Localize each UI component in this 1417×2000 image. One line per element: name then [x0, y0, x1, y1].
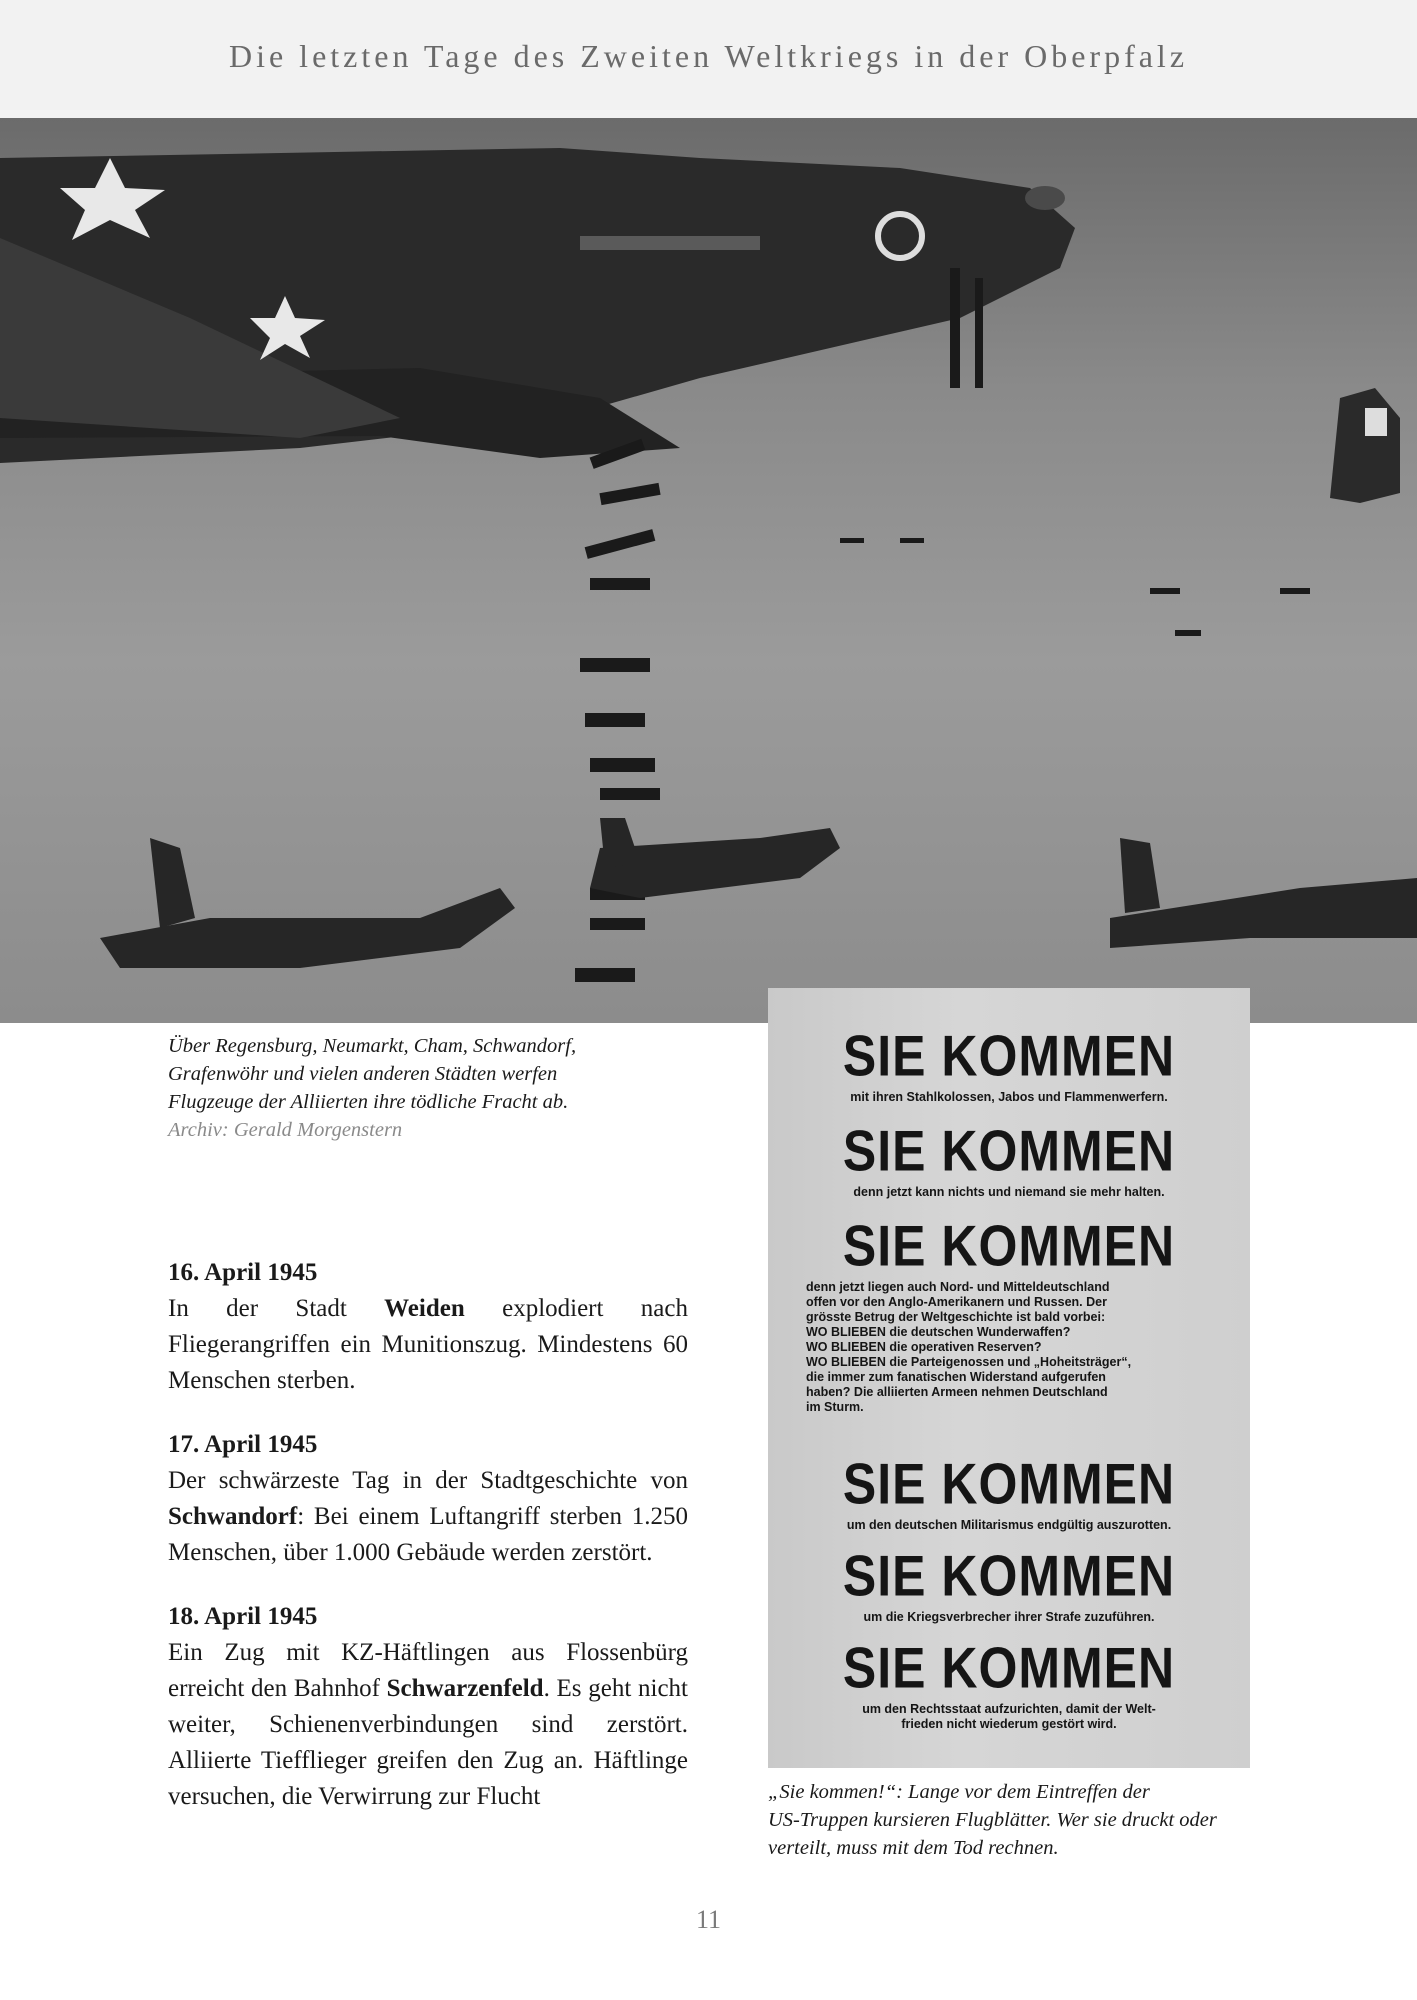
leaflet-paragraph: denn jetzt liegen auch Nord- und Mitteldeutschland offen vor den Anglo-Amerikanern und Russen. Der grösste Betrug der Weltgeschichte ist bald vorbei: WO BLIEBEN die deutschen Wunderwaffen? WO BLIEBEN die operativen Reserven? WO BLIEBEN die Parteigenossen und „Hoheitsträger“, die immer zum fanatischen Widerstand aufgerufen haben? Die alliierten Armeen nehmen Deutschland im Sturm. [806, 1280, 1132, 1414]
leaflet-section-2 [768, 1118, 1250, 1200]
photo-caption [168, 1032, 628, 1144]
entry-text: In der Stadt Weiden explodiert nach Fliegerangriffen ein Munitionszug. Mindestens 60 Menschen sterben. [168, 1295, 688, 1394]
bomber-aircraft-photo-icon [0, 118, 1417, 1023]
running-title: Die letzten Tage des Zweiten Weltkriegs in der Oberpfalz [228, 38, 1189, 74]
caption-line: Flugzeuge der Alliierten ihre tödliche Fracht ab. [168, 1091, 569, 1113]
leaflet-subline: frieden nicht wiederum gestört wird. [901, 1717, 1117, 1731]
entry-date: 17. April 1945 [168, 1431, 318, 1458]
photo-credit: Archiv: Gerald Morgenstern [168, 1119, 403, 1141]
leaflet-section-1 [768, 1023, 1250, 1105]
chronology-entry [168, 1255, 688, 1399]
place-name: Schwarzenfeld [386, 1675, 544, 1702]
leaflet-section-3 [768, 1213, 1250, 1415]
leaflet-section-5 [768, 1543, 1250, 1625]
caption-line: verteilt, muss mit dem Tod rechnen. [768, 1837, 1059, 1859]
leaflet-headline: SIE KOMMEN [842, 1635, 1176, 1701]
leaflet-headline: SIE KOMMEN [842, 1543, 1176, 1609]
leaflet-headline: SIE KOMMEN [842, 1023, 1176, 1089]
leaflet-headline: SIE KOMMEN [842, 1213, 1176, 1279]
chronology-entry [168, 1427, 688, 1571]
chronology-entry [168, 1599, 688, 1815]
caption-line: Über Regensburg, Neumarkt, Cham, Schwandorf, [168, 1035, 577, 1057]
leaflet-subline: mit ihren Stahlkolossen, Jabos und Flammenwerfern. [850, 1090, 1168, 1104]
page-header [0, 0, 1417, 118]
leaflet-section-6 [768, 1635, 1250, 1732]
page-number: 11 [695, 1905, 722, 1934]
place-name: Weiden [384, 1295, 465, 1322]
leaflet-section-4 [768, 1451, 1250, 1533]
entry-date: 16. April 1945 [168, 1259, 318, 1286]
caption-line: „Sie kommen!“: Lange vor dem Eintreffen der [768, 1781, 1150, 1803]
entry-text: Der schwärzeste Tag in der Stadtgeschichte von Schwandorf: Bei einem Luftangriff sterben 1.250 Menschen, über 1.000 Gebäude werden zerstört. [168, 1467, 688, 1566]
leaflet-subline: um den Rechtsstaat aufzurichten, damit der Welt- [862, 1702, 1156, 1716]
leaflet-headline: SIE KOMMEN [842, 1451, 1176, 1517]
leaflet-caption [768, 1778, 1268, 1862]
caption-line: US-Truppen kursieren Flugblätter. Wer sie druckt oder [768, 1809, 1217, 1831]
caption-line: Grafenwöhr und vielen anderen Städten werfen [168, 1063, 558, 1085]
leaflet-headline: SIE KOMMEN [842, 1118, 1176, 1184]
entry-date: 18. April 1945 [168, 1603, 318, 1630]
chronology-text [168, 1255, 688, 1843]
leaflet-subline: um den deutschen Militarismus endgültig auszurotten. [846, 1518, 1172, 1532]
leaflet-subline: denn jetzt kann nichts und niemand sie mehr halten. [853, 1185, 1165, 1199]
leaflet-subline: um die Kriegsverbrecher ihrer Strafe zuzuführen. [863, 1610, 1155, 1624]
bomber-photo [0, 118, 1417, 1023]
entry-text: Ein Zug mit KZ-Häftlingen aus Flossenbürg erreicht den Bahnhof Schwarzenfeld. Es geht nicht weiter, Schienenverbindungen sind zerstört. Alliierte Tiefflieger greifen den Zug an. Häftlinge versuchen, die Verwirrung zur Flucht [168, 1639, 688, 1810]
place-name: Schwandorf [168, 1503, 298, 1530]
propaganda-leaflet [768, 988, 1250, 1768]
